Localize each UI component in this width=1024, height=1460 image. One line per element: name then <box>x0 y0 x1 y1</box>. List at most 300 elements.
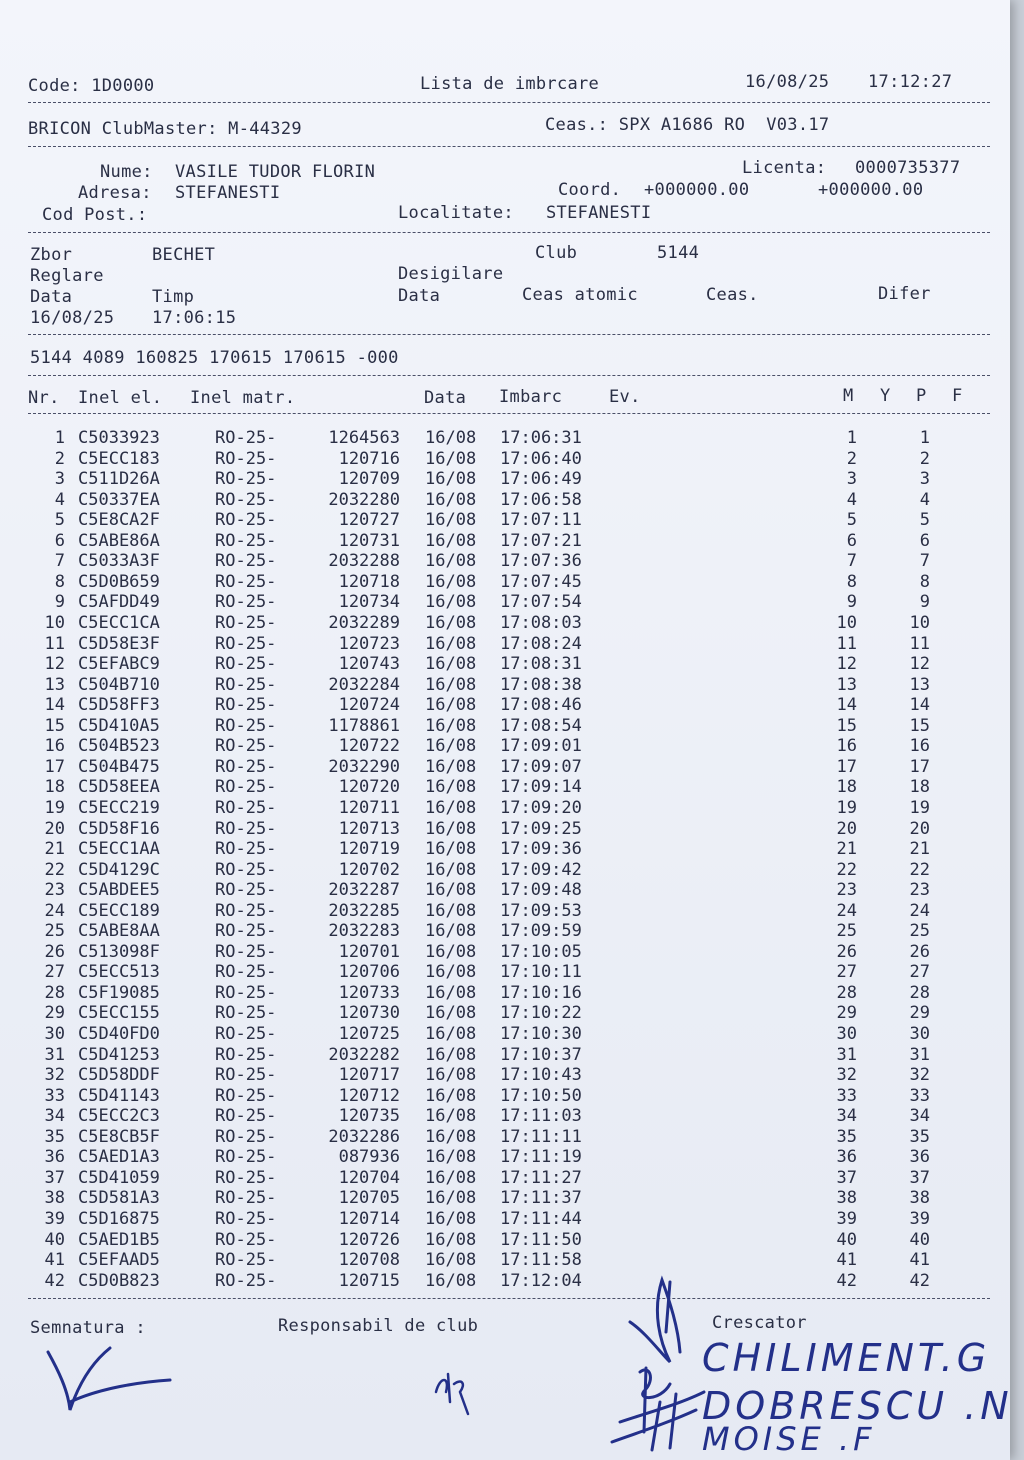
row-nr: 35 <box>44 1126 65 1147</box>
row-ring-prefix: RO-25- <box>215 633 277 654</box>
row-ring-prefix: RO-25- <box>215 1147 277 1168</box>
row-nr: 1 <box>54 428 65 448</box>
table-row <box>0 1127 1000 1147</box>
row-date: 16/08 <box>425 736 477 757</box>
adresa-value: STEFANESTI <box>175 183 281 203</box>
row-inel-matr: 120712 <box>338 1085 400 1106</box>
row-nr: 4 <box>54 489 65 510</box>
semnatura-label: Semnatura : <box>30 1318 146 1338</box>
row-inel-matr: 2032290 <box>328 756 400 777</box>
table-row <box>0 490 1000 510</box>
row-p: 28 <box>909 982 930 1003</box>
row-inel-el: C5D0B659 <box>78 571 160 592</box>
row-inel-el: C5ECC2C3 <box>78 1106 160 1127</box>
row-inel-matr: 120709 <box>338 469 400 490</box>
row-p: 35 <box>909 1126 930 1147</box>
table-row <box>0 613 1000 633</box>
row-time: 17:09:25 <box>500 818 582 839</box>
row-m: 20 <box>836 818 857 839</box>
row-inel-matr: 2032288 <box>328 551 400 572</box>
row-inel-el: C5ECC1CA <box>78 613 160 633</box>
row-ring-prefix: RO-25- <box>215 1208 277 1229</box>
row-m: 35 <box>836 1126 857 1147</box>
row-inel-el: C5D41059 <box>78 1167 160 1188</box>
row-date: 16/08 <box>425 428 477 448</box>
row-p: 5 <box>919 510 930 531</box>
row-nr: 30 <box>44 1024 65 1044</box>
row-p: 31 <box>909 1044 930 1065</box>
row-ring-prefix: RO-25- <box>215 1044 277 1065</box>
row-ring-prefix: RO-25- <box>215 613 277 633</box>
row-nr: 42 <box>44 1270 65 1291</box>
row-nr: 38 <box>44 1188 65 1209</box>
row-inel-el: C511D26A <box>78 469 160 490</box>
row-inel-matr: 2032285 <box>328 900 400 921</box>
licenta-value: 0000735377 <box>855 158 961 178</box>
row-date: 16/08 <box>425 633 477 654</box>
row-m: 34 <box>836 1106 857 1127</box>
club-label: Club <box>535 243 578 263</box>
row-m: 42 <box>836 1270 857 1291</box>
row-date: 16/08 <box>425 1044 477 1065</box>
row-ring-prefix: RO-25- <box>215 1167 277 1188</box>
row-m: 39 <box>836 1208 857 1229</box>
row-nr: 32 <box>44 1065 65 1086</box>
row-ring-prefix: RO-25- <box>215 900 277 921</box>
row-m: 24 <box>836 900 857 921</box>
row-m: 11 <box>836 633 857 654</box>
row-m: 14 <box>836 695 857 716</box>
row-nr: 28 <box>44 982 65 1003</box>
signature-semnatura <box>40 1340 180 1420</box>
row-inel-matr: 120725 <box>338 1024 400 1044</box>
row-time: 17:11:44 <box>500 1208 582 1229</box>
row-ring-prefix: RO-25- <box>215 859 277 880</box>
row-time: 17:08:24 <box>500 633 582 654</box>
row-nr: 7 <box>54 551 65 572</box>
row-p: 1 <box>919 428 930 448</box>
row-date: 16/08 <box>425 859 477 880</box>
row-m: 41 <box>836 1250 857 1270</box>
table-row <box>0 757 1000 777</box>
row-nr: 36 <box>44 1147 65 1168</box>
row-inel-matr: 120704 <box>338 1167 400 1188</box>
row-ring-prefix: RO-25- <box>215 818 277 839</box>
row-inel-el: C5D58DDF <box>78 1065 160 1086</box>
desigilare-label: Desigilare <box>398 264 504 284</box>
row-time: 17:06:58 <box>500 489 582 510</box>
row-date: 16/08 <box>425 1250 477 1270</box>
table-row <box>0 983 1000 1003</box>
reglare-label: Reglare <box>30 266 104 286</box>
row-nr: 37 <box>44 1167 65 1188</box>
row-inel-matr: 120727 <box>338 510 400 531</box>
table-row <box>0 634 1000 654</box>
row-p: 41 <box>909 1250 930 1270</box>
row-time: 17:09:14 <box>500 777 582 798</box>
row-inel-el: C5E8CB5F <box>78 1126 160 1147</box>
row-p: 19 <box>909 797 930 818</box>
row-inel-el: C5ECC183 <box>78 448 160 469</box>
row-nr: 41 <box>44 1250 65 1270</box>
row-date: 16/08 <box>425 1188 477 1209</box>
row-p: 18 <box>909 777 930 798</box>
data2-label: Data <box>398 286 441 306</box>
row-p: 40 <box>909 1229 930 1250</box>
table-row <box>0 921 1000 941</box>
table-row <box>0 1024 1000 1044</box>
row-date: 16/08 <box>425 1065 477 1086</box>
row-p: 7 <box>919 551 930 572</box>
row-date: 16/08 <box>425 1270 477 1291</box>
row-date: 16/08 <box>425 1167 477 1188</box>
row-inel-matr: 120743 <box>338 654 400 674</box>
row-inel-matr: 120731 <box>338 530 400 551</box>
row-nr: 31 <box>44 1044 65 1065</box>
row-date: 16/08 <box>425 571 477 592</box>
row-m: 1 <box>846 428 857 448</box>
row-nr: 21 <box>44 839 65 859</box>
table-row <box>0 531 1000 551</box>
col-ev: Ev. <box>609 387 641 407</box>
col-data: Data <box>424 388 467 408</box>
table-row <box>0 860 1000 880</box>
row-p: 33 <box>909 1085 930 1106</box>
row-m: 30 <box>836 1024 857 1044</box>
row-inel-matr: 120706 <box>338 962 400 983</box>
row-inel-matr: 1178861 <box>328 715 400 736</box>
row-date: 16/08 <box>425 469 477 490</box>
row-m: 13 <box>836 674 857 695</box>
row-m: 5 <box>846 510 857 531</box>
print-date: 16/08/25 <box>745 72 830 92</box>
row-p: 4 <box>919 489 930 510</box>
row-inel-matr: 120735 <box>338 1106 400 1127</box>
table-row <box>0 1250 1000 1270</box>
row-ring-prefix: RO-25- <box>215 1085 277 1106</box>
row-time: 17:06:31 <box>500 428 582 448</box>
table-row <box>0 1230 1000 1250</box>
row-time: 17:10:05 <box>500 941 582 962</box>
row-date: 16/08 <box>425 1003 477 1024</box>
row-inel-el: C5D58E3F <box>78 633 160 654</box>
row-m: 9 <box>846 592 857 613</box>
row-m: 23 <box>836 880 857 901</box>
row-inel-matr: 2032287 <box>328 880 400 901</box>
row-nr: 9 <box>54 592 65 613</box>
row-nr: 34 <box>44 1106 65 1127</box>
row-nr: 12 <box>44 654 65 674</box>
row-inel-el: C5AFDD49 <box>78 592 160 613</box>
row-inel-matr: 2032286 <box>328 1126 400 1147</box>
row-inel-matr: 120701 <box>338 941 400 962</box>
row-date: 16/08 <box>425 674 477 695</box>
row-time: 17:08:54 <box>500 715 582 736</box>
row-nr: 20 <box>44 818 65 839</box>
owner-name: VASILE TUDOR FLORIN <box>175 162 376 182</box>
table-row <box>0 962 1000 982</box>
row-m: 33 <box>836 1085 857 1106</box>
row-m: 6 <box>846 530 857 551</box>
reglare-time: 17:06:15 <box>152 308 237 328</box>
coord-label: Coord. <box>558 180 622 200</box>
table-row <box>0 1003 1000 1023</box>
row-p: 29 <box>909 1003 930 1024</box>
row-inel-matr: 120726 <box>338 1229 400 1250</box>
row-time: 17:10:43 <box>500 1065 582 1086</box>
row-p: 22 <box>909 859 930 880</box>
timp-label: Timp <box>152 287 195 307</box>
row-date: 16/08 <box>425 695 477 716</box>
row-inel-el: C5D40FD0 <box>78 1024 160 1044</box>
row-date: 16/08 <box>425 592 477 613</box>
table-row <box>0 777 1000 797</box>
row-inel-matr: 120720 <box>338 777 400 798</box>
nume-label: Nume: <box>100 162 153 182</box>
print-time: 17:12:27 <box>868 72 953 92</box>
row-inel-matr: 120705 <box>338 1188 400 1209</box>
codpost-label: Cod Post.: <box>42 205 148 225</box>
row-p: 15 <box>909 715 930 736</box>
row-nr: 5 <box>54 510 65 531</box>
licenta-label: Licenta: <box>742 158 827 178</box>
row-inel-el: C5ABE8AA <box>78 921 160 942</box>
row-m: 28 <box>836 982 857 1003</box>
row-p: 3 <box>919 469 930 490</box>
row-inel-el: C5D4129C <box>78 859 160 880</box>
row-ring-prefix: RO-25- <box>215 551 277 572</box>
table-row <box>0 510 1000 530</box>
row-m: 37 <box>836 1167 857 1188</box>
row-ring-prefix: RO-25- <box>215 921 277 942</box>
row-p: 42 <box>909 1270 930 1291</box>
row-time: 17:06:40 <box>500 448 582 469</box>
row-date: 16/08 <box>425 654 477 674</box>
coord-lon: +000000.00 <box>818 180 924 200</box>
row-ring-prefix: RO-25- <box>215 777 277 798</box>
row-inel-el: C5ABE86A <box>78 530 160 551</box>
col-y: Y <box>880 386 891 406</box>
row-p: 26 <box>909 941 930 962</box>
difer-label: Difer <box>878 284 931 304</box>
row-date: 16/08 <box>425 921 477 942</box>
row-ring-prefix: RO-25- <box>215 469 277 490</box>
row-ring-prefix: RO-25- <box>215 571 277 592</box>
row-time: 17:08:38 <box>500 674 582 695</box>
row-date: 16/08 <box>425 448 477 469</box>
row-date: 16/08 <box>425 1024 477 1044</box>
row-nr: 26 <box>44 941 65 962</box>
row-time: 17:11:58 <box>500 1250 582 1270</box>
row-inel-matr: 120733 <box>338 982 400 1003</box>
row-nr: 16 <box>44 736 65 757</box>
row-inel-matr: 087936 <box>338 1147 400 1168</box>
table-row <box>0 675 1000 695</box>
signature-crescator <box>600 1272 710 1452</box>
row-m: 2 <box>846 448 857 469</box>
row-inel-matr: 120722 <box>338 736 400 757</box>
row-time: 17:08:46 <box>500 695 582 716</box>
row-inel-el: C5D0B823 <box>78 1270 160 1291</box>
row-ring-prefix: RO-25- <box>215 941 277 962</box>
row-m: 19 <box>836 797 857 818</box>
zbor-value: BECHET <box>152 245 216 265</box>
row-date: 16/08 <box>425 941 477 962</box>
row-date: 16/08 <box>425 982 477 1003</box>
row-ring-prefix: RO-25- <box>215 797 277 818</box>
table-row <box>0 901 1000 921</box>
col-f: F <box>952 386 963 406</box>
row-ring-prefix: RO-25- <box>215 674 277 695</box>
row-nr: 6 <box>54 530 65 551</box>
row-time: 17:12:04 <box>500 1270 582 1291</box>
row-inel-el: C5ECC219 <box>78 797 160 818</box>
row-p: 6 <box>919 530 930 551</box>
row-p: 32 <box>909 1065 930 1086</box>
row-inel-el: C50337EA <box>78 489 160 510</box>
divider <box>28 146 990 147</box>
row-p: 16 <box>909 736 930 757</box>
row-nr: 27 <box>44 962 65 983</box>
row-inel-el: C5033923 <box>78 428 160 448</box>
table-row <box>0 1209 1000 1229</box>
row-p: 14 <box>909 695 930 716</box>
table-row <box>0 1271 1000 1291</box>
row-time: 17:09:07 <box>500 756 582 777</box>
system-label: BRICON ClubMaster: M-44329 <box>28 119 302 139</box>
handwritten-name-1: CHILIMENT.G <box>702 1336 991 1380</box>
table-row <box>0 839 1000 859</box>
row-nr: 11 <box>44 633 65 654</box>
row-date: 16/08 <box>425 818 477 839</box>
row-nr: 17 <box>44 756 65 777</box>
row-nr: 18 <box>44 777 65 798</box>
table-row <box>0 716 1000 736</box>
row-p: 8 <box>919 571 930 592</box>
row-inel-matr: 1264563 <box>328 428 400 448</box>
row-nr: 14 <box>44 695 65 716</box>
row-date: 16/08 <box>425 756 477 777</box>
row-inel-el: C5E8CA2F <box>78 510 160 531</box>
table-row <box>0 449 1000 469</box>
row-time: 17:11:03 <box>500 1106 582 1127</box>
row-ring-prefix: RO-25- <box>215 1126 277 1147</box>
row-inel-matr: 120734 <box>338 592 400 613</box>
row-inel-el: C504B710 <box>78 674 160 695</box>
row-m: 3 <box>846 469 857 490</box>
code-label: Code: 1D0000 <box>28 76 155 96</box>
row-p: 20 <box>909 818 930 839</box>
row-date: 16/08 <box>425 1085 477 1106</box>
divider <box>28 232 990 233</box>
row-inel-el: C5ECC1AA <box>78 839 160 859</box>
row-ring-prefix: RO-25- <box>215 448 277 469</box>
row-nr: 23 <box>44 880 65 901</box>
table-row <box>0 942 1000 962</box>
handwritten-name-2: DOBRESCU .N <box>702 1384 1013 1428</box>
row-p: 27 <box>909 962 930 983</box>
row-ring-prefix: RO-25- <box>215 982 277 1003</box>
row-date: 16/08 <box>425 880 477 901</box>
row-ring-prefix: RO-25- <box>215 1250 277 1270</box>
row-m: 26 <box>836 941 857 962</box>
adresa-label: Adresa: <box>78 183 152 203</box>
row-time: 17:10:30 <box>500 1024 582 1044</box>
row-nr: 2 <box>54 448 65 469</box>
document-title: Lista de imbrcare <box>420 74 600 94</box>
table-row <box>0 798 1000 818</box>
table-row <box>0 428 1000 448</box>
row-inel-matr: 120713 <box>338 818 400 839</box>
row-time: 17:10:37 <box>500 1044 582 1065</box>
row-inel-matr: 120715 <box>338 1270 400 1291</box>
row-date: 16/08 <box>425 962 477 983</box>
col-p: P <box>916 386 927 406</box>
coord-lat: +000000.00 <box>644 180 750 200</box>
row-m: 16 <box>836 736 857 757</box>
row-ring-prefix: RO-25- <box>215 1106 277 1127</box>
localitate-label: Localitate: <box>398 203 514 223</box>
row-time: 17:11:50 <box>500 1229 582 1250</box>
row-nr: 19 <box>44 797 65 818</box>
col-inel-el: Inel el. <box>78 388 163 408</box>
row-inel-el: C5ECC155 <box>78 1003 160 1024</box>
row-ring-prefix: RO-25- <box>215 736 277 757</box>
row-inel-el: C504B523 <box>78 736 160 757</box>
row-ring-prefix: RO-25- <box>215 1188 277 1209</box>
row-date: 16/08 <box>425 1126 477 1147</box>
row-inel-el: C5ECC513 <box>78 962 160 983</box>
row-m: 12 <box>836 654 857 674</box>
row-time: 17:09:42 <box>500 859 582 880</box>
col-imbarc: Imbarc <box>499 387 563 407</box>
reglare-date: 16/08/25 <box>30 308 115 328</box>
row-date: 16/08 <box>425 1229 477 1250</box>
table-row <box>0 592 1000 612</box>
row-p: 39 <box>909 1208 930 1229</box>
row-inel-matr: 120702 <box>338 859 400 880</box>
row-nr: 15 <box>44 715 65 736</box>
row-nr: 8 <box>54 571 65 592</box>
row-inel-matr: 120714 <box>338 1208 400 1229</box>
row-inel-matr: 120724 <box>338 695 400 716</box>
col-m: M <box>843 386 854 406</box>
row-m: 40 <box>836 1229 857 1250</box>
ceas-label: Ceas. <box>706 285 759 305</box>
divider <box>28 413 990 414</box>
row-p: 36 <box>909 1147 930 1168</box>
row-date: 16/08 <box>425 1208 477 1229</box>
table-row <box>0 469 1000 489</box>
row-inel-el: C5D58FF3 <box>78 695 160 716</box>
localitate-value: STEFANESTI <box>546 203 652 223</box>
row-time: 17:10:50 <box>500 1085 582 1106</box>
row-m: 32 <box>836 1065 857 1086</box>
signature-responsabil <box>428 1362 478 1422</box>
row-ring-prefix: RO-25- <box>215 1065 277 1086</box>
row-p: 21 <box>909 839 930 859</box>
table-row <box>0 880 1000 900</box>
row-time: 17:09:01 <box>500 736 582 757</box>
row-ring-prefix: RO-25- <box>215 654 277 674</box>
table-row <box>0 1168 1000 1188</box>
table-row <box>0 1147 1000 1167</box>
table-row <box>0 1086 1000 1106</box>
row-date: 16/08 <box>425 715 477 736</box>
row-time: 17:07:45 <box>500 571 582 592</box>
row-m: 17 <box>836 756 857 777</box>
row-inel-el: C5ABDEE5 <box>78 880 160 901</box>
